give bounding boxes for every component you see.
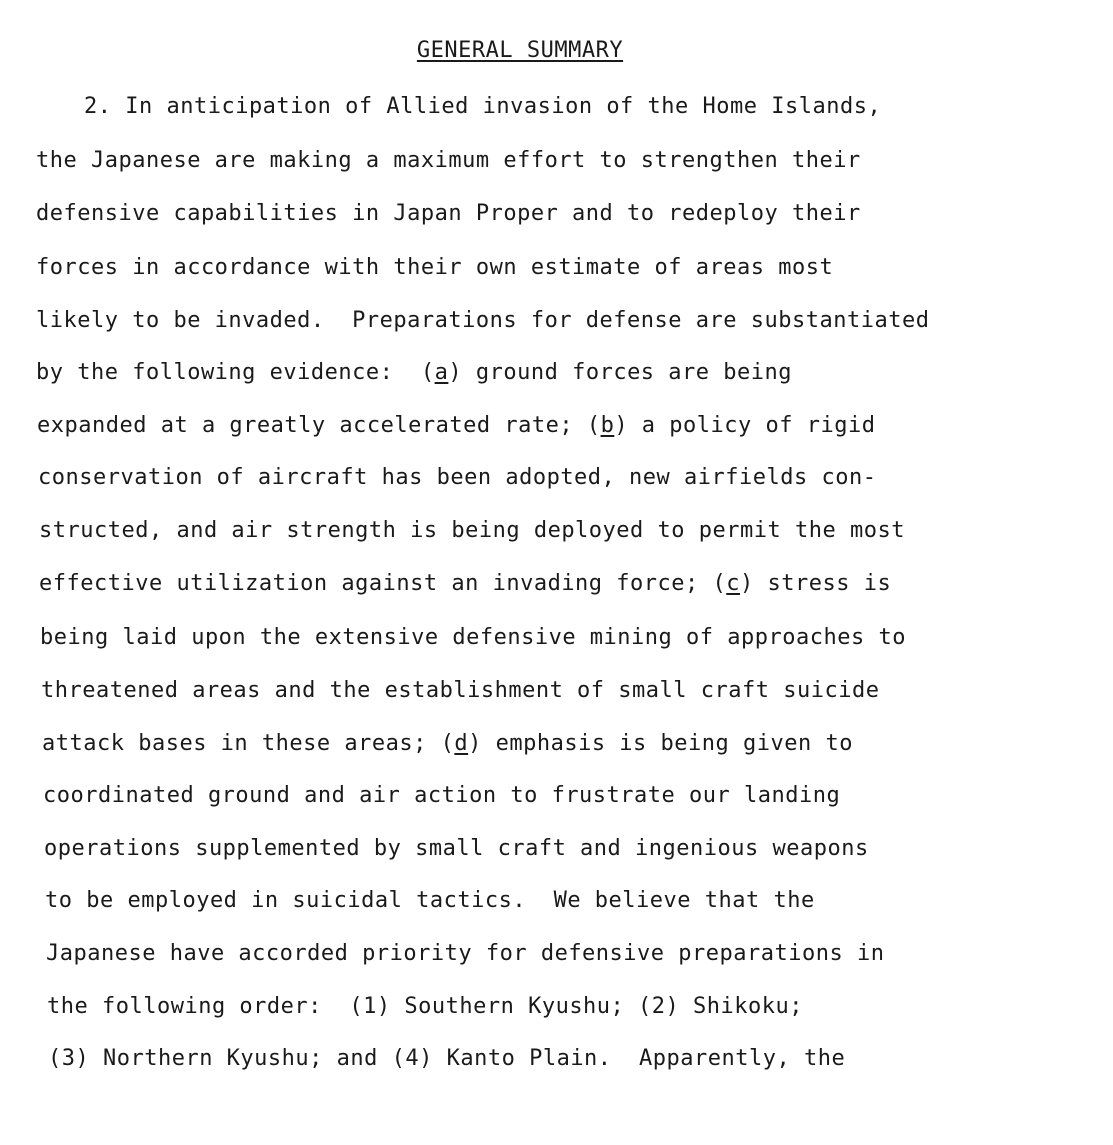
text-line-1: 2. In anticipation of Allied invasion of the Home Islands, — [84, 94, 882, 119]
text-line-9: structed, and air strength is being deployed to permit the most — [39, 518, 905, 543]
list-marker: b — [600, 413, 615, 438]
text-line-3: defensive capabilities in Japan Proper and to redeploy their — [36, 201, 861, 226]
text-line-18: the following order: (1) Southern Kyushu; (2) Shikoku; — [47, 994, 803, 1019]
text-line-2: the Japanese are making a maximum effort to strengthen their — [36, 148, 861, 173]
text-line-10: effective utilization against an invading force; (c) stress is — [39, 571, 892, 596]
list-marker: a — [434, 360, 449, 385]
text-line-19: (3) Northern Kyushu; and (4) Kanto Plain. Apparently, the — [48, 1046, 846, 1071]
text-line-16: to be employed in suicidal tactics. We believe that the — [45, 888, 815, 913]
list-marker: d — [454, 731, 469, 756]
list-marker: c — [726, 571, 741, 596]
text-line-7: expanded at a greatly accelerated rate; (b) a policy of rigid — [37, 413, 876, 438]
text-line-4: forces in accordance with their own estimate of areas most — [36, 255, 834, 280]
text-line-13: attack bases in these areas; (d) emphasis is being given to — [42, 731, 853, 756]
text-line-12: threatened areas and the establishment of small craft suicide — [41, 678, 880, 703]
text-line-8: conservation of aircraft has been adopted, new airfields con- — [38, 465, 877, 490]
text-line-15: operations supplemented by small craft and ingenious weapons — [44, 836, 869, 861]
text-line-17: Japanese have accorded priority for defensive preparations in — [46, 941, 885, 966]
text-line-6: by the following evidence: (a) ground forces are being — [36, 360, 793, 385]
text-line-11: being laid upon the extensive defensive mining of approaches to — [40, 625, 906, 650]
page-title: GENERAL SUMMARY — [416, 38, 624, 63]
text-line-14: coordinated ground and air action to frustrate our landing — [43, 783, 841, 808]
text-line-5: likely to be invaded. Preparations for defense are substantiated — [36, 308, 930, 333]
